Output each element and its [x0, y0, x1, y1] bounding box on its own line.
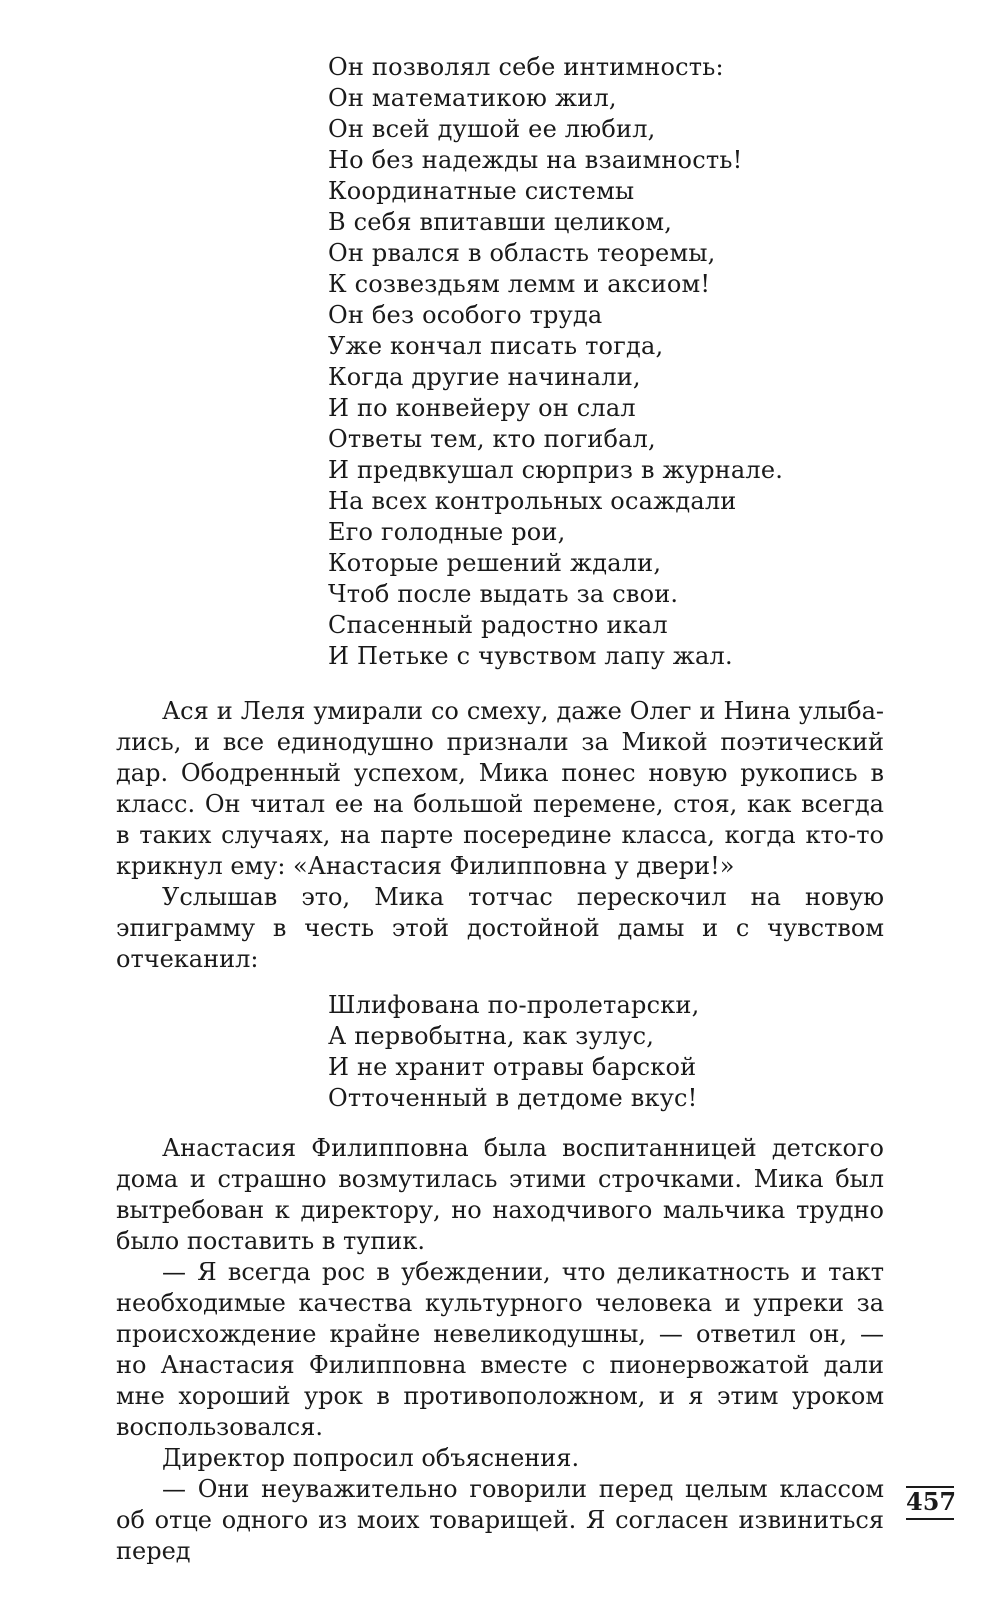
- poem-line: Он математикою жил,: [328, 84, 617, 112]
- prose-block-2: [116, 1133, 884, 1567]
- paragraph: — Они неуважительно говорили перед целым классом об отце одного из моих товарищей. Я согласен извиниться перед: [116, 1475, 884, 1565]
- poem-line: Спасенный радостно икал: [328, 611, 668, 639]
- paragraph: Услышав это, Мика тотчас перескочил на новую эпиграмму в честь этой достойной дамы и с чувством отчеканил:: [116, 883, 884, 973]
- poem-line: На всех контрольных осаждали: [328, 487, 737, 515]
- poem-line: Он рвался в область теоремы,: [328, 239, 716, 267]
- poem-line: Шлифована по-пролетарски,: [328, 991, 700, 1019]
- poem-line: Он без особого труда: [328, 301, 603, 329]
- poem-line: Которые решений ждали,: [328, 549, 662, 577]
- poem-line: Когда другие начинали,: [328, 363, 641, 391]
- poem-line: И предвкушал сюрприз в журнале.: [328, 456, 784, 484]
- poem-line: Уже кончал писать тогда,: [328, 332, 664, 360]
- poem-line: Чтоб после выдать за свои.: [328, 580, 679, 608]
- poem-line: Он позволял себе интимность:: [328, 53, 724, 81]
- poem-line: А первобытна, как зулус,: [328, 1022, 655, 1050]
- poem-stanza-2: [328, 990, 699, 1114]
- page-number: 457: [906, 1488, 954, 1520]
- poem-line: В себя впитавши целиком,: [328, 208, 673, 236]
- prose-block-1: [116, 696, 884, 975]
- poem-line: Его голодные рои,: [328, 518, 566, 546]
- paragraph: Анастасия Филипповна была воспитанницей детского дома и страшно возмутилась этими строчками. Мика был вытребован к директору, но находчивого мальчика трудно было поставить в тупик.: [116, 1134, 884, 1255]
- poem-line: Он всей душой ее любил,: [328, 115, 656, 143]
- poem-line: И по конвейеру он слал: [328, 394, 636, 422]
- poem-stanza-1: [328, 52, 783, 672]
- poem-line: И Петьке с чувством лапу жал.: [328, 642, 733, 670]
- paragraph: Ася и Леля умирали со смеху, даже Олег и Нина улыбались, и все единодушно признали за Микой поэтический дар. Ободренный успехом, Мика понес новую рукопись в класс. Он читал ее на большой перемене, стоя, как всегда в таких случаях, на парте посередине класса, когда кто-то крикнул ему: «Анастасия Филипповна у двери!»: [116, 697, 884, 880]
- paragraph: — Я всегда рос в убеждении, что деликатность и такт необходимые качества культурного человека и упреки за происхождение крайне невеликодушны, — ответил он, — но Анастасия Филипповна вместе с пионервожатой дали мне хороший урок в противоположном, и я этим уроком воспользовался.: [116, 1258, 884, 1441]
- poem-line: Отточенный в детдоме вкус!: [328, 1084, 698, 1112]
- poem-line: К созвездьям лемм и аксиом!: [328, 270, 711, 298]
- poem-line: И не хранит отравы барской: [328, 1053, 697, 1081]
- paragraph: Директор попросил объяснения.: [162, 1444, 580, 1472]
- poem-line: Ответы тем, кто погибал,: [328, 425, 656, 453]
- poem-line: Но без надежды на взаимность!: [328, 146, 743, 174]
- poem-line: Координатные системы: [328, 177, 635, 205]
